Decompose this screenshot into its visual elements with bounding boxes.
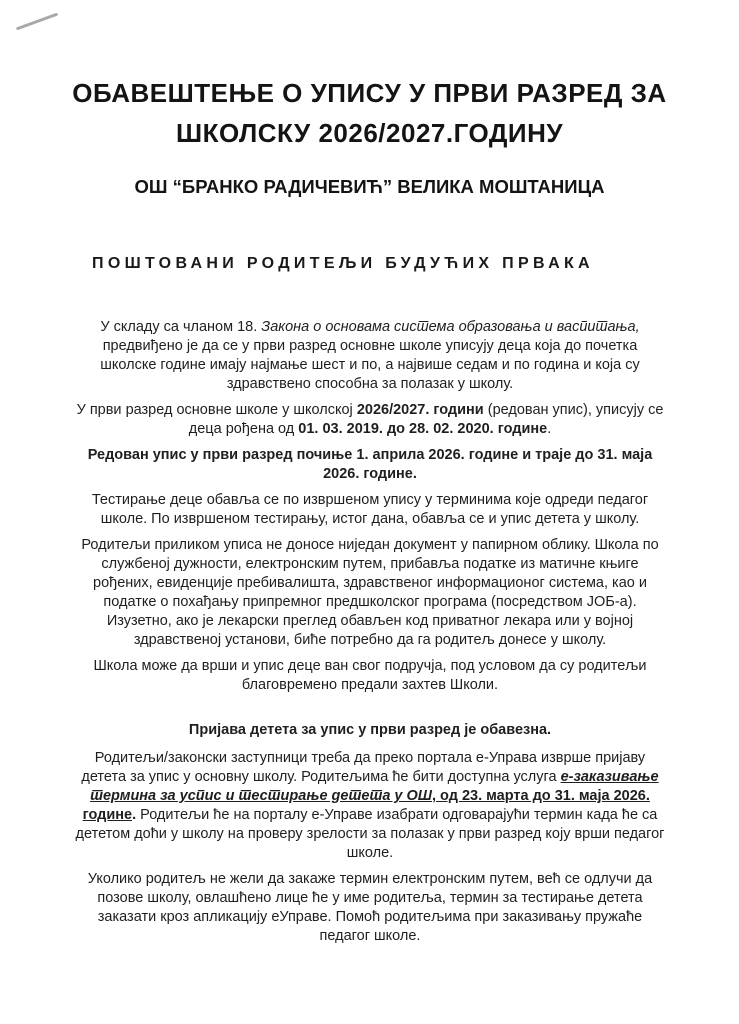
text-segment: Родитељи/законски заступници треба да преко портала е-Управа изврше пријаву детета за упис у основну школу. Родитељима ће бити доступна услуга <box>81 750 646 785</box>
text-segment: Уколико родитељ не жели да закаже термин електронским путем, већ се одлучи да позове школу, овлашћено лице ће у име родитеља, термин за тестирање детета заказати кроз апликацију еУправе. Помоћ родитељима при заказивању пружаће педагог школе. <box>87 871 653 944</box>
text-segment: предвиђено је да се у први разред основне школе уписују деца која до почетка школске године имају најмање шест и по, а највише седам и по година и која су здравствено способна за полазак у школу. <box>100 338 640 392</box>
text-segment: . <box>547 421 552 437</box>
document-title-line-1: ОБАВЕШТЕЊЕ О УПИСУ У ПРВИ РАЗРЕД ЗА <box>72 78 667 108</box>
paragraph-regular-enrollment-dates <box>75 446 665 484</box>
paragraph-out-of-area-enrollment <box>75 657 665 695</box>
paragraph-application-mandatory <box>75 721 665 740</box>
text-segment: 01. 03. 2019. до 28. 02. 2020. године <box>298 421 548 437</box>
salutation-heading: ПОШТОВАНИ РОДИТЕЉИ БУДУЋИХ ПРВАКА <box>92 255 594 272</box>
text-segment: Тестирање деце обавља се по извршеном упису у терминима које одреди педагог школе. По извршеном тестирању, истог дана, обавља се и упис детета у школу. <box>91 492 649 527</box>
text-segment: Школа може да врши и упис деце ван свог подручја, под условом да су родитељи благовремено предали захтев Школи. <box>93 658 647 693</box>
scan-artifact-mark <box>16 13 58 31</box>
text-segment: Пријава детета за упис у први разред је обавезна. <box>188 722 552 738</box>
text-segment: Родитељи ће на порталу е-Управе изабрати одговарајући термин када ће са дететом доћи у школу на проверу зрелости за полазак у први разред коју врши педагог школе. <box>75 807 665 861</box>
text-segment: . <box>132 807 137 823</box>
document-title <box>40 73 699 153</box>
paragraph-no-paper-documents <box>75 536 665 650</box>
text-segment: Редован упис у први разред почиње 1. априла 2026. године и траје до 31. маја 2026. године. <box>87 447 653 482</box>
text-segment: Закона о основама система образовања и васпитања, <box>261 319 640 335</box>
text-segment: е-заказивање термина за успис и тестирање детета у ОШ <box>90 769 659 804</box>
text-segment: (редован упис), уписују се деца рођена од <box>188 402 664 437</box>
text-segment: У складу са чланом 18. <box>100 319 262 335</box>
paragraph-euprava-portal <box>75 749 665 863</box>
document-body <box>75 318 665 946</box>
text-segment: , од 23. марта до 31. маја 2026. године <box>82 788 650 823</box>
text-segment: Родитељи приликом уписа не доносе ниједан документ у папирном облику. Школа по службеној дужности, електронским путем, прибавља податке из матичне књиге рођених, евиденције пребивалишта, здравственог информационог система, као и податке о похађању припремног предшколског програма (посредством ЈОБ-а). Изузетно, ако је лекарски преглед обављен код приватног лекара или у војној здравственој установи, биће потребно да га родитељ донесе у школу. <box>81 537 659 648</box>
school-name: ОШ “БРАНКО РАДИЧЕВИЋ” ВЕЛИКА МОШТАНИЦА <box>134 176 605 197</box>
text-segment: У први разред основне школе у школској <box>76 402 357 418</box>
paragraph-phone-scheduling <box>75 870 665 946</box>
text-segment: 2026/2027. години <box>356 402 488 418</box>
document-title-line-2: ШКОЛСКУ 2026/2027.ГОДИНУ <box>175 118 564 148</box>
paragraph-legal-basis <box>75 318 665 394</box>
paragraph-testing-info <box>75 491 665 529</box>
paragraph-enrollment-ages <box>75 401 665 439</box>
